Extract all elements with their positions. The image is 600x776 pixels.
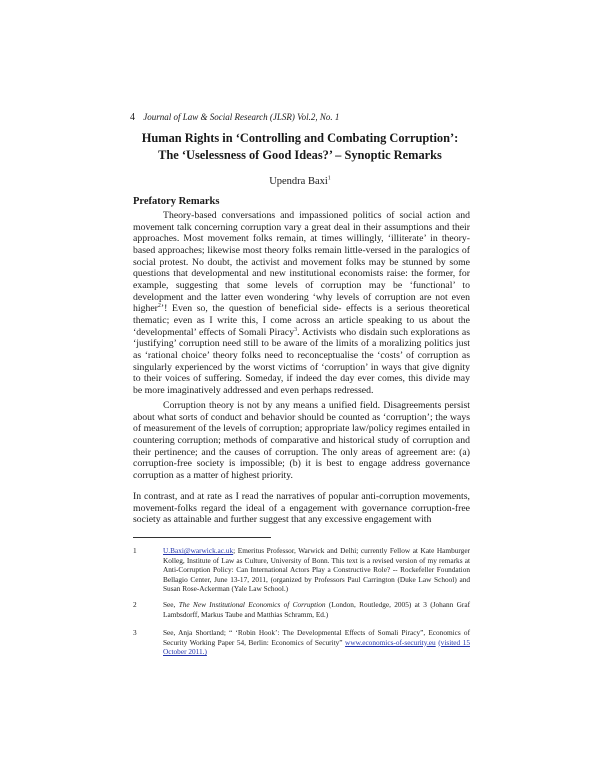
footnote-3-text: See, Anja Shortland; “ ‘Robin Hook’: The Developmental Effects of Somali Piracy”, Economics of Security Working Paper 54, Berlin: Economics of Security” bbox=[163, 628, 470, 647]
paragraph-1-part-a: Theory-based conversations and impassioned politics of social action and movement talk concerning corruption vary a great deal in their assumptions and their approaches. Most movement folks remain, at times willingly, ‘illiterate’ in theory-based approaches; likewise most theory folks remain little-versed in the paralogics of social protest. No doubt, the activist and movement folks may be stunned by some questions that developmental and new institutional economists raise: the former, for example, suggesting that some levels of corruption may be ‘functional’ to development and the latter even wondering ‘why levels of corruption are not even higher bbox=[133, 210, 470, 315]
footnote-3 bbox=[133, 628, 470, 657]
footnote-2-number: 2 bbox=[133, 600, 137, 609]
footnote-3-link[interactable]: www.economics-of-security.eu bbox=[345, 637, 436, 647]
paragraph-2: Corruption theory is not by any means a unified field. Disagreements persist about what sorts of conduct and behavior should be counted as ‘corruption’; the ways of measurement of the levels of corruption; appropriate law/policy regimes entailed in countering corruption; methods of comparative and historical study of corruption and their pertinence; and the causes of corruption. The only areas of agreement are: (a) corruption-free society is impossible; (b) it is best to engage address governance corruption as a matter of highest priority. bbox=[133, 400, 470, 481]
section-heading: Prefatory Remarks bbox=[133, 196, 220, 207]
journal-title: Journal of Law & Social Research (JLSR) Vol.2, No. 1 bbox=[143, 112, 340, 122]
author-email-link[interactable]: U.Baxi@warwick.ac.uk bbox=[163, 546, 234, 555]
page-number: 4 bbox=[130, 112, 135, 123]
footnote-3-visited: (visited 15 October 2011.) bbox=[163, 637, 470, 657]
author-line bbox=[128, 176, 472, 187]
footnote-2-pre: See, bbox=[163, 600, 179, 609]
running-header bbox=[130, 112, 339, 123]
footnote-1-text: ; Emeritus Professor, Warwick and Delhi; currently Fellow at Kate Hamburger Kolleg, Institute of Law as Culture, University of Bonn. This text is a revised version of my remarks at Anti-Corruption Policy: Can International Actors Play a Constructive Role? -- Rockefeller Foundation Bellagio Center, June 13-17, 2011, (organized by Professors Paul Carrington (Duke Law School) and Susan Rose-Ackerman (Yale Law School.) bbox=[163, 546, 470, 594]
paragraph-1-part-b: ’! Even so, the question of beneficial side- effects is a serious theoretical thematic; even as I write this, I come across an article speaking to us about the ‘developmental’ effects of Somali Piracy bbox=[133, 303, 470, 338]
footnote-1-number: 1 bbox=[133, 546, 137, 555]
title-line-1: Human Rights in ‘Controlling and Combating Corruption’: bbox=[141, 131, 459, 145]
article-title bbox=[128, 130, 472, 164]
footnote-marker-2[interactable]: 2 bbox=[157, 303, 161, 309]
footnote-marker-3[interactable]: 3 bbox=[294, 326, 298, 333]
footnote-3-number: 3 bbox=[133, 628, 137, 637]
footnote-2 bbox=[133, 600, 470, 619]
footnote-2-post: (London, Routledge, 2005) at 3 (Johann Graf Lambsdorff, Markus Taube and Matthias Schramm, Ed.) bbox=[163, 600, 470, 619]
author-name: Upendra Baxi bbox=[269, 176, 328, 187]
paragraph-3: In contrast, and at rate as I read the narratives of popular anti-corruption movements, movement-folks regard the ideal of a engagement with governance corruption-free society as attainable and further suggest that any excessive engagement with bbox=[133, 491, 470, 526]
footnote-2-book-title: The New Institutional Economics of Corruption bbox=[178, 600, 326, 609]
author-footnote-marker[interactable]: 1 bbox=[327, 175, 331, 182]
footnote-1 bbox=[133, 546, 470, 594]
paragraph-1 bbox=[133, 210, 470, 397]
title-line-2: The ‘Uselessness of Good Ideas?’ – Synoptic Remarks bbox=[158, 148, 442, 162]
footnote-separator bbox=[133, 537, 271, 538]
paragraph-1-part-c: . Activists who disdain such explorations as ‘justifying’ corruption need still to be aware of the limits of a moralizing politics just as ‘rational choice’ theory folks need to reconceptualise the ‘costs’ of corruption as singularly experienced by the worst victims of ‘corruption’ in ways that give dignity to their voices of suffering. Someday, if indeed the day ever comes, this divide may be more imaginatively addressed and even perhaps redressed. bbox=[133, 326, 470, 396]
